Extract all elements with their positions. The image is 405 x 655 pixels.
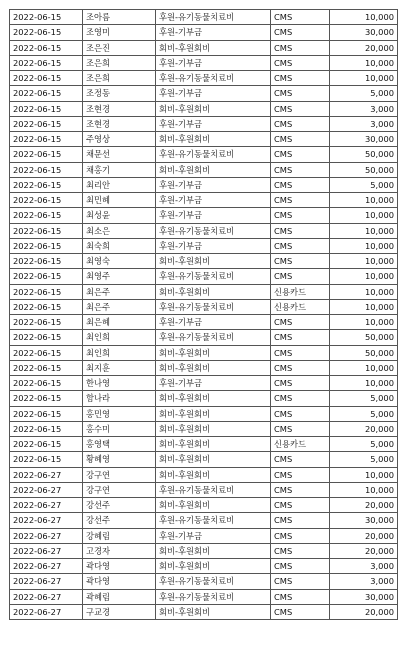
type-cell: 후원-기부금: [156, 86, 271, 101]
type-cell: 후원-기부금: [156, 376, 271, 391]
payment-cell: CMS: [271, 238, 330, 253]
date-cell: 2022-06-15: [10, 132, 83, 147]
type-cell: 회비-후원회비: [156, 406, 271, 421]
table-row: [10, 40, 398, 55]
payment-cell: CMS: [271, 193, 330, 208]
name-cell: 조현경: [83, 116, 156, 131]
date-cell: 2022-06-15: [10, 10, 83, 25]
date-cell: 2022-06-15: [10, 223, 83, 238]
type-cell: 후원-유기동물치료비: [156, 330, 271, 345]
payment-cell: CMS: [271, 208, 330, 223]
payment-cell: CMS: [271, 421, 330, 436]
date-cell: 2022-06-27: [10, 559, 83, 574]
date-cell: 2022-06-15: [10, 162, 83, 177]
type-cell: 회비-후원회비: [156, 452, 271, 467]
date-cell: 2022-06-27: [10, 482, 83, 497]
type-cell: 회비-후원회비: [156, 391, 271, 406]
name-cell: 최은주: [83, 299, 156, 314]
payment-cell: CMS: [271, 376, 330, 391]
type-cell: 후원-유기동물치료비: [156, 513, 271, 528]
payment-cell: CMS: [271, 71, 330, 86]
table-row: [10, 345, 398, 360]
payment-cell: CMS: [271, 86, 330, 101]
amount-cell: 20,000: [330, 604, 398, 619]
type-cell: 회비-후원회비: [156, 421, 271, 436]
date-cell: 2022-06-15: [10, 406, 83, 421]
amount-cell: 10,000: [330, 208, 398, 223]
date-cell: 2022-06-15: [10, 437, 83, 452]
name-cell: 강구연: [83, 467, 156, 482]
table-row: [10, 574, 398, 589]
date-cell: 2022-06-15: [10, 55, 83, 70]
type-cell: 후원-유기동물치료비: [156, 574, 271, 589]
type-cell: 후원-유기동물치료비: [156, 269, 271, 284]
type-cell: 회비-후원회비: [156, 284, 271, 299]
amount-cell: 10,000: [330, 284, 398, 299]
name-cell: 강구연: [83, 482, 156, 497]
type-cell: 후원-기부금: [156, 315, 271, 330]
type-cell: 회비-후원회비: [156, 101, 271, 116]
name-cell: 채문선: [83, 147, 156, 162]
name-cell: 강선주: [83, 513, 156, 528]
table-row: [10, 269, 398, 284]
type-cell: 후원-유기동물치료비: [156, 589, 271, 604]
type-cell: 후원-기부금: [156, 25, 271, 40]
date-cell: 2022-06-15: [10, 315, 83, 330]
table-row: [10, 132, 398, 147]
table-row: [10, 223, 398, 238]
name-cell: 최지훈: [83, 360, 156, 375]
date-cell: 2022-06-15: [10, 116, 83, 131]
date-cell: 2022-06-27: [10, 543, 83, 558]
table-row: [10, 437, 398, 452]
payment-cell: CMS: [271, 543, 330, 558]
table-row: [10, 254, 398, 269]
table-row: [10, 208, 398, 223]
payment-cell: CMS: [271, 559, 330, 574]
table-row: [10, 376, 398, 391]
table-row: [10, 330, 398, 345]
payment-cell: CMS: [271, 223, 330, 238]
date-cell: 2022-06-27: [10, 467, 83, 482]
table-row: [10, 391, 398, 406]
date-cell: 2022-06-27: [10, 513, 83, 528]
type-cell: 후원-유기동물치료비: [156, 482, 271, 497]
name-cell: 최성윤: [83, 208, 156, 223]
payment-cell: 신용카드: [271, 299, 330, 314]
payment-cell: CMS: [271, 147, 330, 162]
payment-cell: 신용카드: [271, 284, 330, 299]
date-cell: 2022-06-15: [10, 71, 83, 86]
payment-cell: CMS: [271, 482, 330, 497]
payment-cell: CMS: [271, 10, 330, 25]
name-cell: 곽다영: [83, 559, 156, 574]
amount-cell: 50,000: [330, 345, 398, 360]
table-row: [10, 71, 398, 86]
type-cell: 후원-기부금: [156, 208, 271, 223]
type-cell: 후원-유기동물치료비: [156, 10, 271, 25]
amount-cell: 50,000: [330, 330, 398, 345]
type-cell: 회비-후원회비: [156, 543, 271, 558]
amount-cell: 10,000: [330, 376, 398, 391]
amount-cell: 20,000: [330, 498, 398, 513]
date-cell: 2022-06-15: [10, 254, 83, 269]
payment-cell: CMS: [271, 101, 330, 116]
payment-cell: CMS: [271, 345, 330, 360]
table-row: [10, 421, 398, 436]
type-cell: 회비-후원회비: [156, 467, 271, 482]
table-row: [10, 116, 398, 131]
name-cell: 고경자: [83, 543, 156, 558]
date-cell: 2022-06-15: [10, 299, 83, 314]
type-cell: 회비-후원회비: [156, 437, 271, 452]
amount-cell: 30,000: [330, 513, 398, 528]
amount-cell: 20,000: [330, 528, 398, 543]
name-cell: 함나라: [83, 391, 156, 406]
payment-cell: CMS: [271, 55, 330, 70]
amount-cell: 5,000: [330, 452, 398, 467]
name-cell: 곽다영: [83, 574, 156, 589]
table-row: [10, 589, 398, 604]
table-row: [10, 177, 398, 192]
amount-cell: 5,000: [330, 437, 398, 452]
date-cell: 2022-06-15: [10, 452, 83, 467]
amount-cell: 10,000: [330, 467, 398, 482]
amount-cell: 20,000: [330, 543, 398, 558]
table-row: [10, 55, 398, 70]
table-row: [10, 101, 398, 116]
name-cell: 강혜림: [83, 528, 156, 543]
date-cell: 2022-06-15: [10, 391, 83, 406]
type-cell: 후원-기부금: [156, 55, 271, 70]
payment-cell: CMS: [271, 315, 330, 330]
amount-cell: 10,000: [330, 299, 398, 314]
table-row: [10, 238, 398, 253]
type-cell: 회비-후원회비: [156, 604, 271, 619]
type-cell: 후원-기부금: [156, 116, 271, 131]
name-cell: 최민혜: [83, 193, 156, 208]
date-cell: 2022-06-15: [10, 345, 83, 360]
payment-cell: CMS: [271, 40, 330, 55]
date-cell: 2022-06-27: [10, 528, 83, 543]
amount-cell: 10,000: [330, 360, 398, 375]
name-cell: 구교경: [83, 604, 156, 619]
name-cell: 최인희: [83, 330, 156, 345]
date-cell: 2022-06-15: [10, 193, 83, 208]
payment-cell: CMS: [271, 132, 330, 147]
payment-cell: CMS: [271, 25, 330, 40]
date-cell: 2022-06-27: [10, 604, 83, 619]
table-row: [10, 86, 398, 101]
name-cell: 최소은: [83, 223, 156, 238]
name-cell: 조현경: [83, 101, 156, 116]
payment-cell: CMS: [271, 116, 330, 131]
name-cell: 곽혜림: [83, 589, 156, 604]
name-cell: 최숙희: [83, 238, 156, 253]
type-cell: 회비-후원회비: [156, 345, 271, 360]
name-cell: 최영숙: [83, 254, 156, 269]
date-cell: 2022-06-15: [10, 330, 83, 345]
date-cell: 2022-06-15: [10, 101, 83, 116]
date-cell: 2022-06-27: [10, 574, 83, 589]
payment-cell: CMS: [271, 513, 330, 528]
name-cell: 강선주: [83, 498, 156, 513]
name-cell: 홍민영: [83, 406, 156, 421]
amount-cell: 30,000: [330, 25, 398, 40]
type-cell: 회비-후원회비: [156, 559, 271, 574]
amount-cell: 20,000: [330, 40, 398, 55]
type-cell: 회비-후원회비: [156, 132, 271, 147]
date-cell: 2022-06-15: [10, 284, 83, 299]
name-cell: 채홍기: [83, 162, 156, 177]
payment-cell: CMS: [271, 269, 330, 284]
name-cell: 최은주: [83, 284, 156, 299]
amount-cell: 5,000: [330, 391, 398, 406]
table-row: [10, 604, 398, 619]
amount-cell: 10,000: [330, 238, 398, 253]
table-row: [10, 315, 398, 330]
date-cell: 2022-06-27: [10, 589, 83, 604]
donation-records-table: [9, 9, 398, 620]
amount-cell: 10,000: [330, 269, 398, 284]
amount-cell: 20,000: [330, 421, 398, 436]
payment-cell: CMS: [271, 498, 330, 513]
table-row: [10, 406, 398, 421]
payment-cell: CMS: [271, 162, 330, 177]
date-cell: 2022-06-15: [10, 269, 83, 284]
name-cell: 홍수미: [83, 421, 156, 436]
payment-cell: CMS: [271, 406, 330, 421]
table-row: [10, 498, 398, 513]
date-cell: 2022-06-15: [10, 86, 83, 101]
amount-cell: 10,000: [330, 223, 398, 238]
table-row: [10, 482, 398, 497]
amount-cell: 10,000: [330, 193, 398, 208]
payment-cell: CMS: [271, 177, 330, 192]
amount-cell: 3,000: [330, 101, 398, 116]
table-row: [10, 360, 398, 375]
name-cell: 한나영: [83, 376, 156, 391]
table-row: [10, 10, 398, 25]
name-cell: 조영미: [83, 25, 156, 40]
table-row: [10, 559, 398, 574]
table-row: [10, 513, 398, 528]
payment-cell: CMS: [271, 528, 330, 543]
amount-cell: 3,000: [330, 574, 398, 589]
amount-cell: 5,000: [330, 406, 398, 421]
date-cell: 2022-06-15: [10, 238, 83, 253]
amount-cell: 10,000: [330, 254, 398, 269]
table-row: [10, 162, 398, 177]
date-cell: 2022-06-15: [10, 360, 83, 375]
amount-cell: 50,000: [330, 147, 398, 162]
payment-cell: CMS: [271, 254, 330, 269]
table-row: [10, 528, 398, 543]
type-cell: 회비-후원회비: [156, 360, 271, 375]
payment-cell: 신용카드: [271, 437, 330, 452]
type-cell: 후원-유기동물치료비: [156, 223, 271, 238]
amount-cell: 10,000: [330, 482, 398, 497]
date-cell: 2022-06-15: [10, 25, 83, 40]
type-cell: 회비-후원회비: [156, 162, 271, 177]
type-cell: 후원-기부금: [156, 193, 271, 208]
table-row: [10, 543, 398, 558]
table-row: [10, 147, 398, 162]
amount-cell: 30,000: [330, 132, 398, 147]
payment-cell: CMS: [271, 360, 330, 375]
name-cell: 홍영택: [83, 437, 156, 452]
amount-cell: 50,000: [330, 162, 398, 177]
name-cell: 조정동: [83, 86, 156, 101]
payment-cell: CMS: [271, 330, 330, 345]
payment-cell: CMS: [271, 391, 330, 406]
date-cell: 2022-06-15: [10, 208, 83, 223]
name-cell: 최영주: [83, 269, 156, 284]
name-cell: 황혜영: [83, 452, 156, 467]
type-cell: 후원-유기동물치료비: [156, 147, 271, 162]
amount-cell: 3,000: [330, 559, 398, 574]
name-cell: 주영상: [83, 132, 156, 147]
type-cell: 후원-기부금: [156, 177, 271, 192]
amount-cell: 5,000: [330, 177, 398, 192]
date-cell: 2022-06-27: [10, 498, 83, 513]
type-cell: 후원-유기동물치료비: [156, 71, 271, 86]
amount-cell: 30,000: [330, 589, 398, 604]
name-cell: 조은희: [83, 71, 156, 86]
date-cell: 2022-06-15: [10, 147, 83, 162]
date-cell: 2022-06-15: [10, 40, 83, 55]
payment-cell: CMS: [271, 574, 330, 589]
type-cell: 후원-유기동물치료비: [156, 299, 271, 314]
name-cell: 조은희: [83, 55, 156, 70]
amount-cell: 10,000: [330, 315, 398, 330]
type-cell: 후원-기부금: [156, 528, 271, 543]
name-cell: 조은진: [83, 40, 156, 55]
table-row: [10, 25, 398, 40]
table-row: [10, 299, 398, 314]
table-row: [10, 467, 398, 482]
payment-cell: CMS: [271, 589, 330, 604]
amount-cell: 3,000: [330, 116, 398, 131]
table-row: [10, 284, 398, 299]
payment-cell: CMS: [271, 452, 330, 467]
table-body: [10, 10, 398, 620]
table-row: [10, 193, 398, 208]
name-cell: 최리안: [83, 177, 156, 192]
payment-cell: CMS: [271, 467, 330, 482]
amount-cell: 5,000: [330, 86, 398, 101]
name-cell: 최은혜: [83, 315, 156, 330]
name-cell: 조아름: [83, 10, 156, 25]
table-row: [10, 452, 398, 467]
name-cell: 최인희: [83, 345, 156, 360]
amount-cell: 10,000: [330, 71, 398, 86]
type-cell: 후원-기부금: [156, 238, 271, 253]
payment-cell: CMS: [271, 604, 330, 619]
amount-cell: 10,000: [330, 55, 398, 70]
type-cell: 회비-후원회비: [156, 254, 271, 269]
amount-cell: 10,000: [330, 10, 398, 25]
type-cell: 회비-후원회비: [156, 498, 271, 513]
date-cell: 2022-06-15: [10, 376, 83, 391]
date-cell: 2022-06-15: [10, 177, 83, 192]
type-cell: 회비-후원회비: [156, 40, 271, 55]
date-cell: 2022-06-15: [10, 421, 83, 436]
